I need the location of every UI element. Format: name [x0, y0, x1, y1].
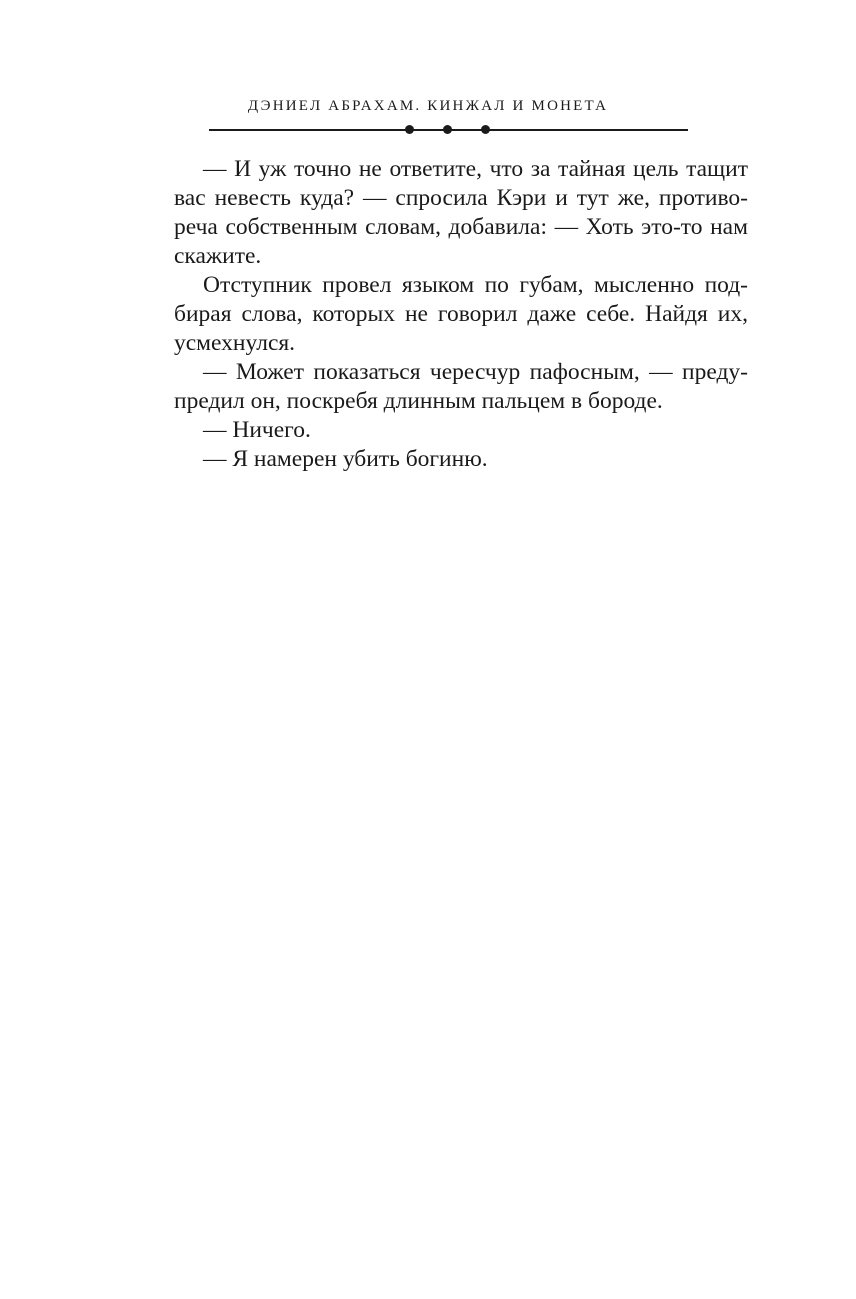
- running-header: ДЭНИЕЛ АБРАХАМ. КИНЖАЛ И МОНЕТА: [247, 98, 609, 114]
- paragraph: [145, 271, 748, 358]
- header-ornament-dot-center: [443, 125, 452, 134]
- text-line: бирая слова, которых не говорил даже себе. Найдя их,: [174, 301, 748, 327]
- paragraph: [145, 155, 748, 271]
- text-line: Отступник провел языком по губам, мысленно под-: [203, 272, 748, 298]
- body-text: [145, 155, 748, 474]
- paragraph: [145, 358, 748, 416]
- text-line: вас невесть куда? — спросила Кэри и тут же, противо-: [174, 185, 748, 211]
- text-line: — Может показаться чересчур пафосным, — преду-: [203, 359, 748, 385]
- header-ornament-dot-right: [481, 125, 490, 134]
- header-ornament-dot-left: [405, 125, 414, 134]
- text-line: — Я намерен убить богиню.: [203, 446, 488, 472]
- text-line: реча собственным словам, добавила: — Хоть это-то нам: [174, 214, 748, 240]
- text-line: усмехнулся.: [174, 330, 296, 356]
- text-line: — Ничего.: [203, 417, 311, 443]
- text-line: предил он, поскребя длинным пальцем в бороде.: [174, 388, 663, 414]
- paragraph: [145, 445, 748, 474]
- text-line: скажите.: [174, 243, 262, 269]
- paragraph: [145, 416, 748, 445]
- text-line: — И уж точно не ответите, что за тайная цель тащит: [203, 156, 748, 182]
